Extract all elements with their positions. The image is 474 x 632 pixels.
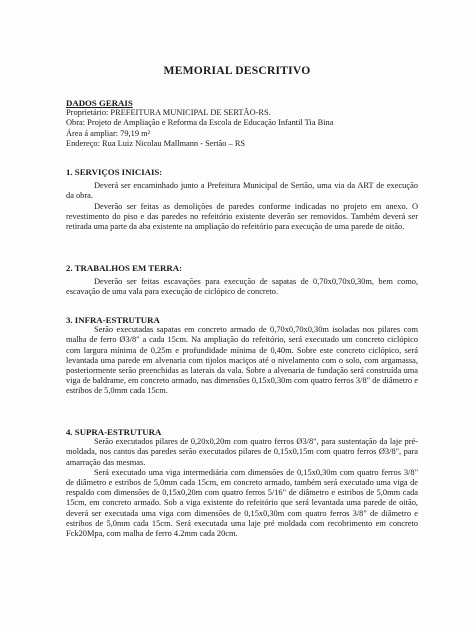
section-paragraph: Serão executados pilares de 0,20x0,20m com quatro ferros Ø3/8", para sustentação da laje pré-moldada, nos cantos das paredes serão executados pilares de 0,15x0,15m com quatro ferros Ø3/8", para amarração das mesmas. — [66, 437, 418, 467]
section-paragraph: Será executado uma viga intermediária com dimensões de 0,15x0,30m com quatro ferros 3/8" de diâmetro e estribos de 5,0mm cada 15cm, em concreto armado, também será executado uma viga de respaldo com dimensões de 0,15x0,20m com quatro ferros 5/16" de diâmetro e estribos de 5,0mm cada 15cm, em concreto armado. Sob a viga existente do refeitório que será levantada uma parede de oitão, deverá ser executada uma viga com dimensões de 0,15x0,30m com quatro ferros 3/8" de diâmetro e estribos de 5,0mm cada 15cm. Será executada uma laje pré moldada com recobrimento em concreto Fck20Mpa, com malha de ferro 4.2mm cada 20cm. — [66, 467, 418, 539]
section-title: 3. INFRA-ESTRUTURA — [66, 315, 160, 325]
document-title: MEMORIAL DESCRITIVO — [163, 64, 311, 77]
section-supra-estrutura — [66, 427, 418, 539]
section-title: 1. SERVIÇOS INICIAIS: — [66, 167, 163, 177]
section-paragraph: Deverão ser feitas escavações para execução de sapatas de 0,70x0,70x0,30m, bem como, escavação de uma vala para execução de ciclópico de concreto. — [66, 277, 418, 297]
owner-line: Proprietário: PREFEITURA MUNICIPAL DE SERTÃO-RS. — [66, 108, 271, 118]
address-line: Endereço: Rua Luiz Nicolau Mallmann - Sertão – RS — [66, 138, 246, 148]
dados-gerais-heading: DADOS GERAIS — [66, 98, 133, 108]
section-infra-estrutura — [66, 315, 418, 397]
section-servicos-iniciais — [66, 167, 418, 232]
section-title: 4. SUPRA-ESTRUTURA — [66, 427, 162, 437]
section-paragraph: Deverão ser feitas as demolições de paredes conforme indicadas no projeto em anexo. O revestimento do piso e das paredes no refeitório existente deverão ser removidos. Também deverá ser retirada uma parte da aba existente na ampliação do refeitório para execução de uma parede de oitão. — [66, 201, 418, 232]
section-paragraph: Deverá ser encaminhado junto a Prefeitura Municipal de Sertão, uma via da ART de execução da obra. — [66, 181, 418, 201]
section-trabalhos-em-terra — [66, 263, 418, 298]
project-line: Obra: Projeto de Ampliação e Reforma da Escola de Educação Infantil Tia Bina — [66, 118, 334, 128]
area-line: Área á ampliar: 79,19 m² — [66, 128, 151, 138]
section-title: 2. TRABALHOS EM TERRA: — [66, 263, 183, 273]
section-paragraph: Serão executadas sapatas em concreto armado de 0,70x0,70x0,30m isoladas nos pilares com malha de ferro Ø3/8" a cada 15cm. Na ampliação do refeitório, será executado um concreto ciclópico com largura mínima de 0,25m e profundidade mínima de 0,40m. Sobre este concreto ciclópico, será levantada uma parede em alvenaria com tijolos maciços até o nivelamento com o solo, com argamassa, posteriormente serão preenchidas as laterais da vala. Sobre a alvenaria de fundação será construída uma viga de baldrame, em concreto armado, nas dimensões 0,15x0,30m com quatro ferros 3/8" de diâmetro e estribos de 5,0mm cada 15cm. — [66, 325, 418, 396]
dados-gerais — [66, 98, 418, 149]
